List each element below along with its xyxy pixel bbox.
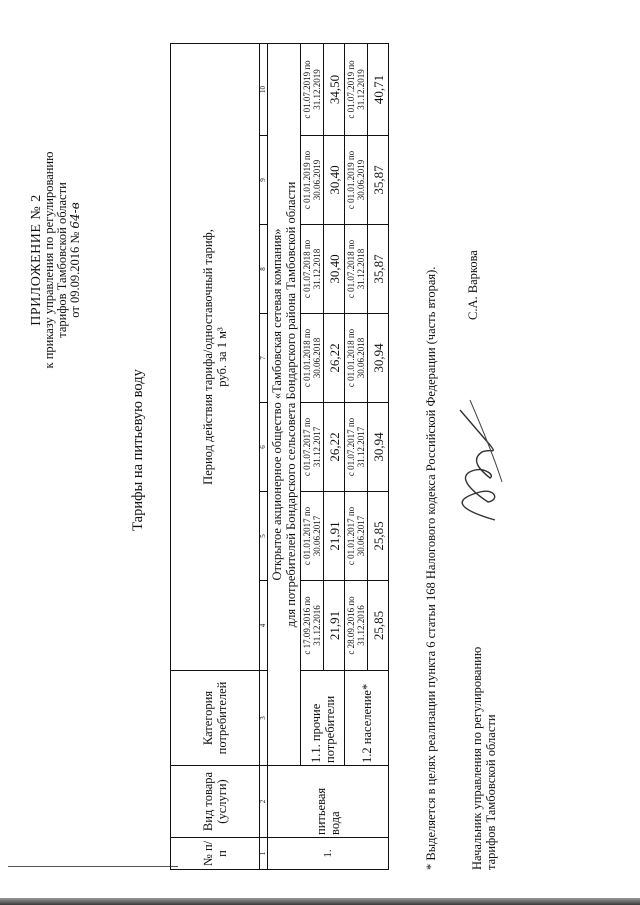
header-category: Категория потребителей	[171, 671, 260, 766]
header-num: № п/п	[171, 838, 260, 870]
period-cell: с 01.07.2017 по 31.12.2017	[301, 403, 324, 492]
tariff-value: 35,87	[368, 136, 389, 225]
organization-name	[268, 43, 301, 765]
tariff-value: 25,85	[368, 492, 389, 581]
column-number-row	[260, 43, 268, 869]
order-number: 64-в	[68, 202, 82, 229]
period-cell: с 01.01.2019 по 30.06.2019	[345, 136, 368, 225]
tariff-value: 34,50	[324, 43, 345, 135]
tariff-value: 40,71	[368, 43, 389, 135]
column-number: 9	[260, 136, 268, 225]
appendix-line: тарифов Тамбовской области	[55, 182, 69, 338]
signatory-position-line: тарифов Тамбовской области	[484, 714, 498, 870]
rotated-document	[10, 10, 610, 890]
period-cell: с 01.07.2018 по 31.12.2018	[345, 225, 368, 314]
table-row	[301, 43, 324, 869]
scan-bottom-edge	[0, 898, 640, 905]
tariff-value: 30,40	[324, 225, 345, 314]
tariff-value: 26,22	[324, 403, 345, 492]
table-header-row	[171, 43, 260, 869]
signatory-position	[470, 647, 498, 870]
column-number: 2	[260, 766, 268, 838]
period-cell: с 01.01.2018 по 30.06.2018	[345, 314, 368, 403]
handwritten-signature	[440, 390, 510, 530]
column-number: 4	[260, 581, 268, 671]
signature-stroke	[460, 410, 495, 520]
header-period-unit: руб. за 1 м³	[215, 327, 229, 387]
tariff-value: 25,85	[368, 581, 389, 671]
category-cell: 1.2 население*	[345, 671, 389, 766]
signatory-position-line: Начальник управления по регулированию	[470, 646, 484, 870]
tariff-table	[170, 43, 389, 870]
appendix-header	[30, 80, 82, 440]
goods-name: питьевая вода	[268, 766, 389, 838]
table-row	[345, 43, 368, 869]
organization-row	[268, 43, 301, 869]
row-number: 1.	[268, 838, 389, 870]
period-cell: с 01.01.2017 по 30.06.2017	[301, 492, 324, 581]
period-cell: с 01.01.2019 по 30.06.2019	[301, 136, 324, 225]
organization-line: для потребителей Бондарского сельсовета Бондарского района Тамбовской области	[284, 181, 298, 628]
header-period	[171, 43, 260, 670]
column-number: 6	[260, 403, 268, 492]
period-cell: с 01.01.2018 по 30.06.2018	[301, 314, 324, 403]
tariff-value: 30,94	[368, 403, 389, 492]
tariff-value: 30,40	[324, 136, 345, 225]
tariff-value: 21,91	[324, 581, 345, 671]
category-cell: 1.1. прочие потребители	[301, 671, 345, 766]
column-number: 8	[260, 225, 268, 314]
period-cell: с 01.07.2019 по 31.12.2019	[345, 43, 368, 135]
appendix-date-line	[69, 80, 82, 440]
footnote: * Выделяется в целях реализации пункта 6 статьи 168 Налогового кодекса Российской Федерации (часть вторая).	[424, 266, 438, 870]
column-number: 3	[260, 671, 268, 766]
header-period-title: Период действия тарифа/одноставочный тариф,	[201, 229, 215, 485]
appendix-date: от 09.09.2016 №	[68, 228, 82, 318]
document-title: Тарифы на питьевую воду	[130, 369, 146, 531]
tariff-value: 30,94	[368, 314, 389, 403]
tariff-value: 21,91	[324, 492, 345, 581]
tariff-value: 35,87	[368, 225, 389, 314]
column-number: 5	[260, 492, 268, 581]
signatory-name: С.А. Варкова	[466, 250, 480, 320]
appendix-title: ПРИЛОЖЕНИЕ № 2	[29, 194, 44, 326]
period-cell: с 01.07.2018 по 31.12.2018	[301, 225, 324, 314]
header-goods: Вид товара (услуги)	[171, 766, 260, 838]
column-number: 1	[260, 838, 268, 870]
column-number: 7	[260, 314, 268, 403]
period-cell: с 17.09.2016 по 31.12.2016	[301, 581, 324, 671]
period-cell: с 01.07.2017 по 31.12.2017	[345, 403, 368, 492]
period-cell: с 01.01.2017 по 30.06.2017	[345, 492, 368, 581]
appendix-line: к приказу управления по регулированию	[42, 151, 56, 369]
period-cell: с 01.07.2019 по 31.12.2019	[301, 43, 324, 135]
tariff-value: 26,22	[324, 314, 345, 403]
period-cell: с 28.09.2016 по 31.12.2016	[345, 581, 368, 671]
organization-line: Открытое акционерное общество «Тамбовская сетевая компания»	[270, 228, 284, 581]
column-number: 10	[260, 43, 268, 135]
